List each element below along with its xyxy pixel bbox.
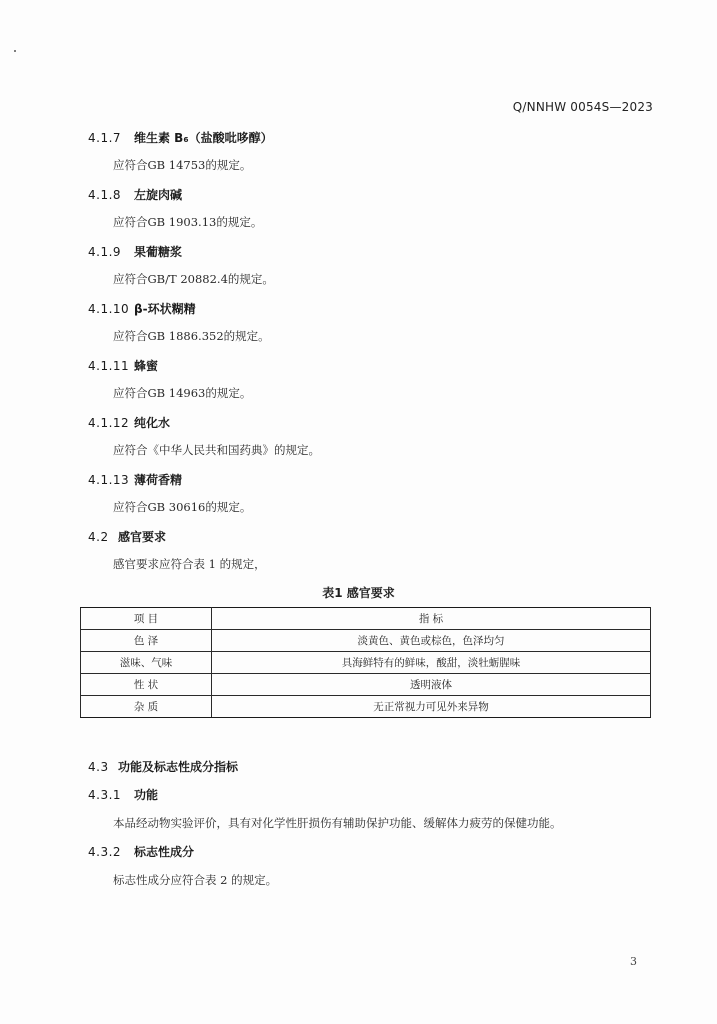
section-body-4-1-7: 应符合GB 14753的规定。 bbox=[113, 158, 252, 172]
section-title: 标志性成分 bbox=[134, 845, 195, 859]
section-heading-4-1-9 bbox=[88, 243, 182, 260]
page-number: 3 bbox=[630, 955, 637, 968]
section-heading-4-1-10 bbox=[88, 300, 196, 317]
section-heading-4-1-8 bbox=[88, 186, 182, 203]
section-number: 4.1.7 bbox=[88, 131, 122, 145]
section-title: 功能及标志性成分指标 bbox=[118, 760, 239, 774]
section-title: 纯化水 bbox=[134, 416, 171, 430]
table-cell-value: 淡黄色、黄色或棕色，色泽均匀 bbox=[212, 630, 651, 652]
section-title: 感官要求 bbox=[118, 530, 167, 544]
section-body-4-2: 感官要求应符合表 1 的规定， bbox=[113, 557, 266, 571]
table-cell-item: 色 泽 bbox=[81, 630, 212, 652]
section-body-4-1-8: 应符合GB 1903.13的规定。 bbox=[113, 215, 263, 229]
table-row bbox=[81, 652, 651, 674]
section-number: 4.3.2 bbox=[88, 845, 122, 859]
table-row bbox=[81, 696, 651, 718]
section-number: 4.3.1 bbox=[88, 788, 122, 802]
section-heading-4-1-12 bbox=[88, 414, 170, 431]
section-body-4-3-1: 本品经动物实验评价，具有对化学性肝损伤有辅助保护功能、缓解体力疲劳的保健功能。 bbox=[113, 816, 562, 830]
section-title: 蜂蜜 bbox=[134, 359, 159, 373]
section-number: 4.1.9 bbox=[88, 245, 122, 259]
section-number: 4.1.13 bbox=[88, 473, 130, 487]
section-title: β-环状糊精 bbox=[134, 302, 196, 316]
section-heading-4-1-13 bbox=[88, 471, 182, 488]
table-cell-item: 滋味、气味 bbox=[81, 652, 212, 674]
section-title: 功能 bbox=[134, 788, 159, 802]
table-header-cell: 指 标 bbox=[212, 608, 651, 630]
section-heading-4-1-11 bbox=[88, 357, 158, 374]
document-code: Q/NNHW 0054S—2023 bbox=[512, 100, 653, 114]
section-body-4-1-11: 应符合GB 14963的规定。 bbox=[113, 386, 252, 400]
section-body-4-1-10: 应符合GB 1886.352的规定。 bbox=[113, 329, 270, 343]
section-body-4-1-13: 应符合GB 30616的规定。 bbox=[113, 500, 252, 514]
section-heading-4-1-7 bbox=[88, 129, 273, 146]
section-title: 维生素 B₆（盐酸吡哆醇） bbox=[134, 131, 273, 145]
table-row bbox=[81, 674, 651, 696]
section-body-4-1-12: 应符合《中华人民共和国药典》的规定。 bbox=[113, 443, 320, 457]
section-number: 4.3 bbox=[88, 760, 109, 774]
table-caption: 表1 感官要求 bbox=[322, 586, 395, 600]
section-title: 果葡糖浆 bbox=[134, 245, 183, 259]
table-cell-value: 无正常视力可见外来异物 bbox=[212, 696, 651, 718]
table-cell-item: 杂 质 bbox=[81, 696, 212, 718]
section-number: 4.1.8 bbox=[88, 188, 122, 202]
section-number: 4.1.10 bbox=[88, 302, 130, 316]
table-cell-value: 透明液体 bbox=[212, 674, 651, 696]
section-heading-4-3-2 bbox=[88, 843, 194, 860]
table-cell-item: 性 状 bbox=[81, 674, 212, 696]
sensory-requirements-table bbox=[80, 607, 651, 718]
section-number: 4.2 bbox=[88, 530, 109, 544]
section-body-4-1-9: 应符合GB/T 20882.4的规定。 bbox=[113, 272, 274, 286]
section-heading-4-3-1 bbox=[88, 786, 158, 803]
section-title: 左旋肉碱 bbox=[134, 188, 183, 202]
table-header-row bbox=[81, 608, 651, 630]
table-header-cell: 项 目 bbox=[81, 608, 212, 630]
section-number: 4.1.12 bbox=[88, 416, 130, 430]
section-title: 薄荷香精 bbox=[134, 473, 183, 487]
section-body-4-3-2: 标志性成分应符合表 2 的规定。 bbox=[113, 873, 278, 887]
section-heading-4-2 bbox=[88, 528, 166, 545]
table-cell-value: 具海鲜特有的鲜味，酸甜，淡牡蛎腥味 bbox=[212, 652, 651, 674]
section-number: 4.1.11 bbox=[88, 359, 130, 373]
section-heading-4-3 bbox=[88, 758, 238, 775]
scan-speck bbox=[14, 50, 16, 52]
table-row bbox=[81, 630, 651, 652]
